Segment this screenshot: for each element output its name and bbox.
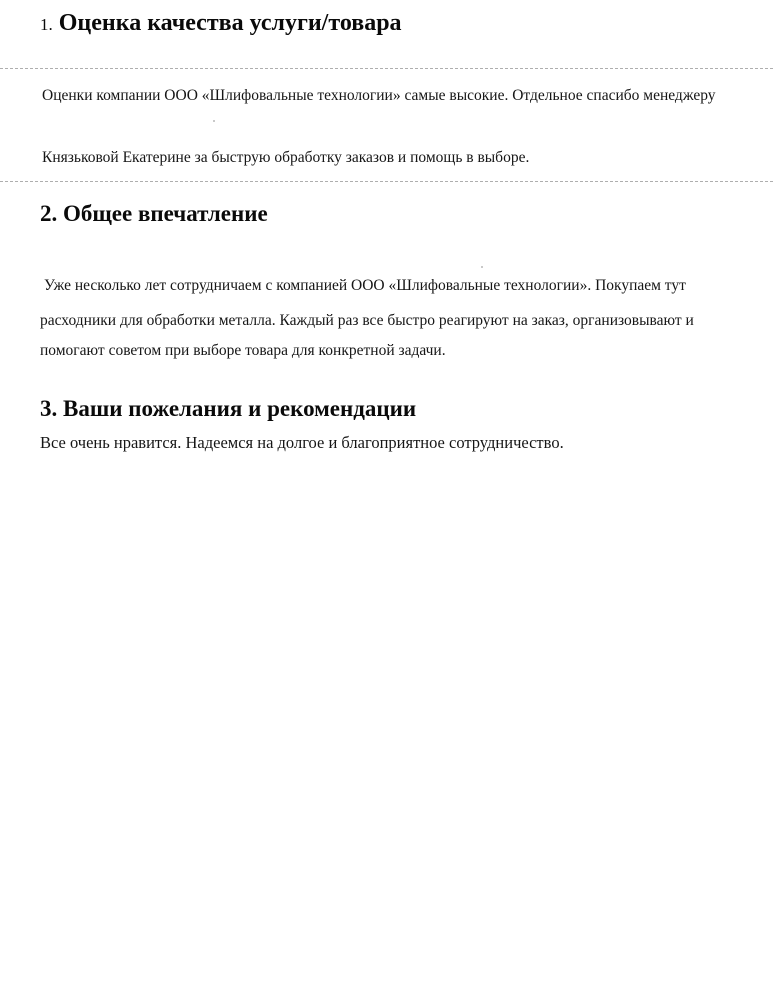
section-1-title: Оценка качества услуги/товара	[58, 10, 402, 36]
section-3-line-1: Все очень нравится. Надеемся на долгое и благоприятное сотрудничество.	[40, 433, 564, 452]
section-1-number: 1.	[40, 15, 53, 34]
section-3-heading: 3. Ваши пожелания и рекомендации	[40, 396, 417, 421]
section-2-heading: 2. Общее впечатление	[40, 201, 268, 226]
section-2-line-2: расходники для обработки металла. Каждый раз все быстро реагируют на заказ, организовывают и	[40, 312, 694, 329]
section-1-line-1: Оценки компании ООО «Шлифовальные технологии» самые высокие. Отдельное спасибо менеджеру	[42, 87, 716, 104]
separator-line	[0, 68, 773, 69]
section-2-line-1: Уже несколько лет сотрудничаем с компанией ООО «Шлифовальные технологии». Покупаем тут	[44, 277, 686, 294]
scan-speck	[213, 120, 215, 122]
scan-speck	[481, 266, 483, 268]
section-1-heading	[40, 10, 402, 37]
section-2-line-3: помогают советом при выборе товара для конкретной задачи.	[40, 342, 446, 359]
separator-line	[0, 181, 773, 182]
section-1-line-2: Князьковой Екатерине за быструю обработку заказов и помощь в выборе.	[42, 149, 530, 166]
